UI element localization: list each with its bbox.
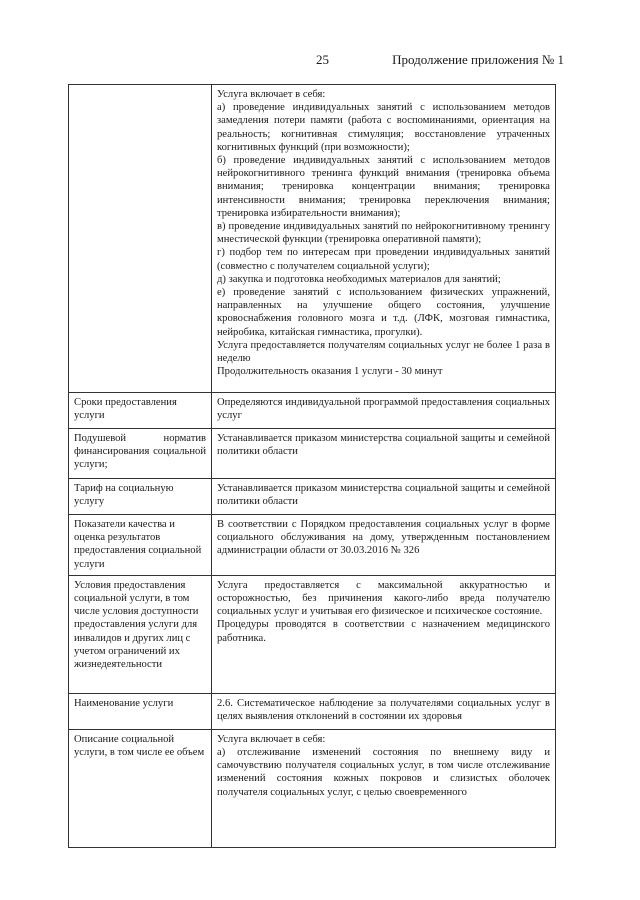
content-paragraph: Услуга предоставляется с максимальной аккуратностью и осторожностью, без причинения какого-либо вреда получателю социальных услуг и учитывая его физическое и психическое состояние. (217, 579, 550, 618)
row-content-cell (212, 479, 556, 515)
table-row (69, 479, 556, 515)
content-paragraph: Услуга предоставляется получателям социальных услуг не более 1 раза в неделю (217, 339, 550, 365)
row-content-cell (212, 429, 556, 479)
table-row (69, 393, 556, 429)
table-row (69, 693, 556, 729)
appendix-note: Продолжение приложения № 1 (392, 52, 564, 67)
content-paragraph: д) закупка и подготовка необходимых материалов для занятий; (217, 273, 501, 285)
row-content-cell (212, 515, 556, 576)
row-label: Условия предоставления социальной услуги, в том числе условия доступности предоставления услуги для инвалидов и других лиц с учетом ограничений их жизнедеятельности (74, 579, 199, 671)
content-paragraph: е) проведение занятий с использованием физических упражнений, направленных на улучшение общего состояния, улучшение кровоснабжения головного мозга и т.д. (ЛФК, мозговая гимнастика, нейробика, китайская гимнастика, прогулки). (217, 287, 550, 338)
content-paragraph: г) подбор тем по интересам при проведении индивидуальных занятий (совместно с получателем социальной услуги); (217, 247, 550, 272)
page-header (0, 52, 640, 72)
page-number: 25 (316, 52, 329, 67)
row-label: Подушевой норматив финансирования социальной услуги; (74, 433, 206, 471)
content-paragraph: Услуга включает в себя: (217, 89, 326, 100)
row-label-cell (69, 429, 212, 479)
content-paragraph: В соответствии с Порядком предоставления социальных услуг в форме социального обслуживания на дому, утвержденным постановлением администрации области от 30.03.2016 № 326 (217, 519, 550, 557)
content-paragraph: а) проведение индивидуальных занятий с использованием методов замедления потери памяти (работа с воспоминаниями, ориентация на реальность; когнитивная стимуляция; восстановление утраченных когнитивных функций (при возможности); (217, 102, 550, 153)
table-row (69, 85, 556, 393)
content-paragraph: а) отслеживание изменений состояния по внешнему виду и самочувствию получателя социальных услуг, в том числе отслеживание изменений состояния кожных покровов и слизистых оболочек получателя социальных услуг, с целью своевременного (217, 747, 550, 798)
row-label: Наименование услуги (74, 697, 174, 709)
row-label: Тариф на социальную услугу (74, 483, 174, 508)
row-label: Описание социальной услуги, в том числе ее объем (74, 733, 205, 759)
row-content-cell (212, 85, 556, 393)
row-label-cell (69, 85, 212, 393)
content-paragraph: Продолжительность оказания 1 услуги - 30 минут (217, 366, 443, 378)
row-label-cell (69, 729, 212, 847)
content-paragraph: Услуга включает в себя: (217, 733, 326, 745)
table-row (69, 515, 556, 576)
content-paragraph: 2.6. Систематическое наблюдение за получателями социальных услуг в целях выявления отклонений в состоянии их здоровья (217, 697, 550, 723)
content-paragraph: Процедуры проводятся в соответствии с назначением медицинского работника. (217, 619, 550, 644)
row-label-cell (69, 393, 212, 429)
content-paragraph: Устанавливается приказом министерства социальной защиты и семейной политики области (217, 483, 550, 508)
row-label-cell (69, 515, 212, 576)
table-row (69, 575, 556, 693)
table-row (69, 429, 556, 479)
content-paragraph: Определяются индивидуальной программой предоставления социальных услуг (217, 397, 550, 422)
row-content-cell (212, 693, 556, 729)
content-paragraph: б) проведение индивидуальных занятий с использованием методов нейрокогнитивного тренинга функций внимания (тренировка объема внимания; тренировка концентрации внимания; тренировка интенсивности внимания; тренировка переключения внимания; тренировка избирательности внимания); (217, 155, 550, 219)
row-content-cell (212, 393, 556, 429)
services-table (68, 84, 556, 848)
row-label: Сроки предоставления услуги (74, 397, 177, 422)
row-label-cell (69, 693, 212, 729)
row-content-cell (212, 729, 556, 847)
content-paragraph: в) проведение индивидуальных занятий по нейрокогнитивному тренингу мнестической функции (тренировка оперативной памяти); (217, 221, 550, 246)
content-paragraph: Устанавливается приказом министерства социальной защиты и семейной политики области (217, 433, 550, 458)
table-row (69, 729, 556, 847)
row-label: Показатели качества и оценка результатов предоставления социальной услуги (74, 519, 202, 570)
row-content-cell (212, 575, 556, 693)
row-label-cell (69, 575, 212, 693)
row-label-cell (69, 479, 212, 515)
